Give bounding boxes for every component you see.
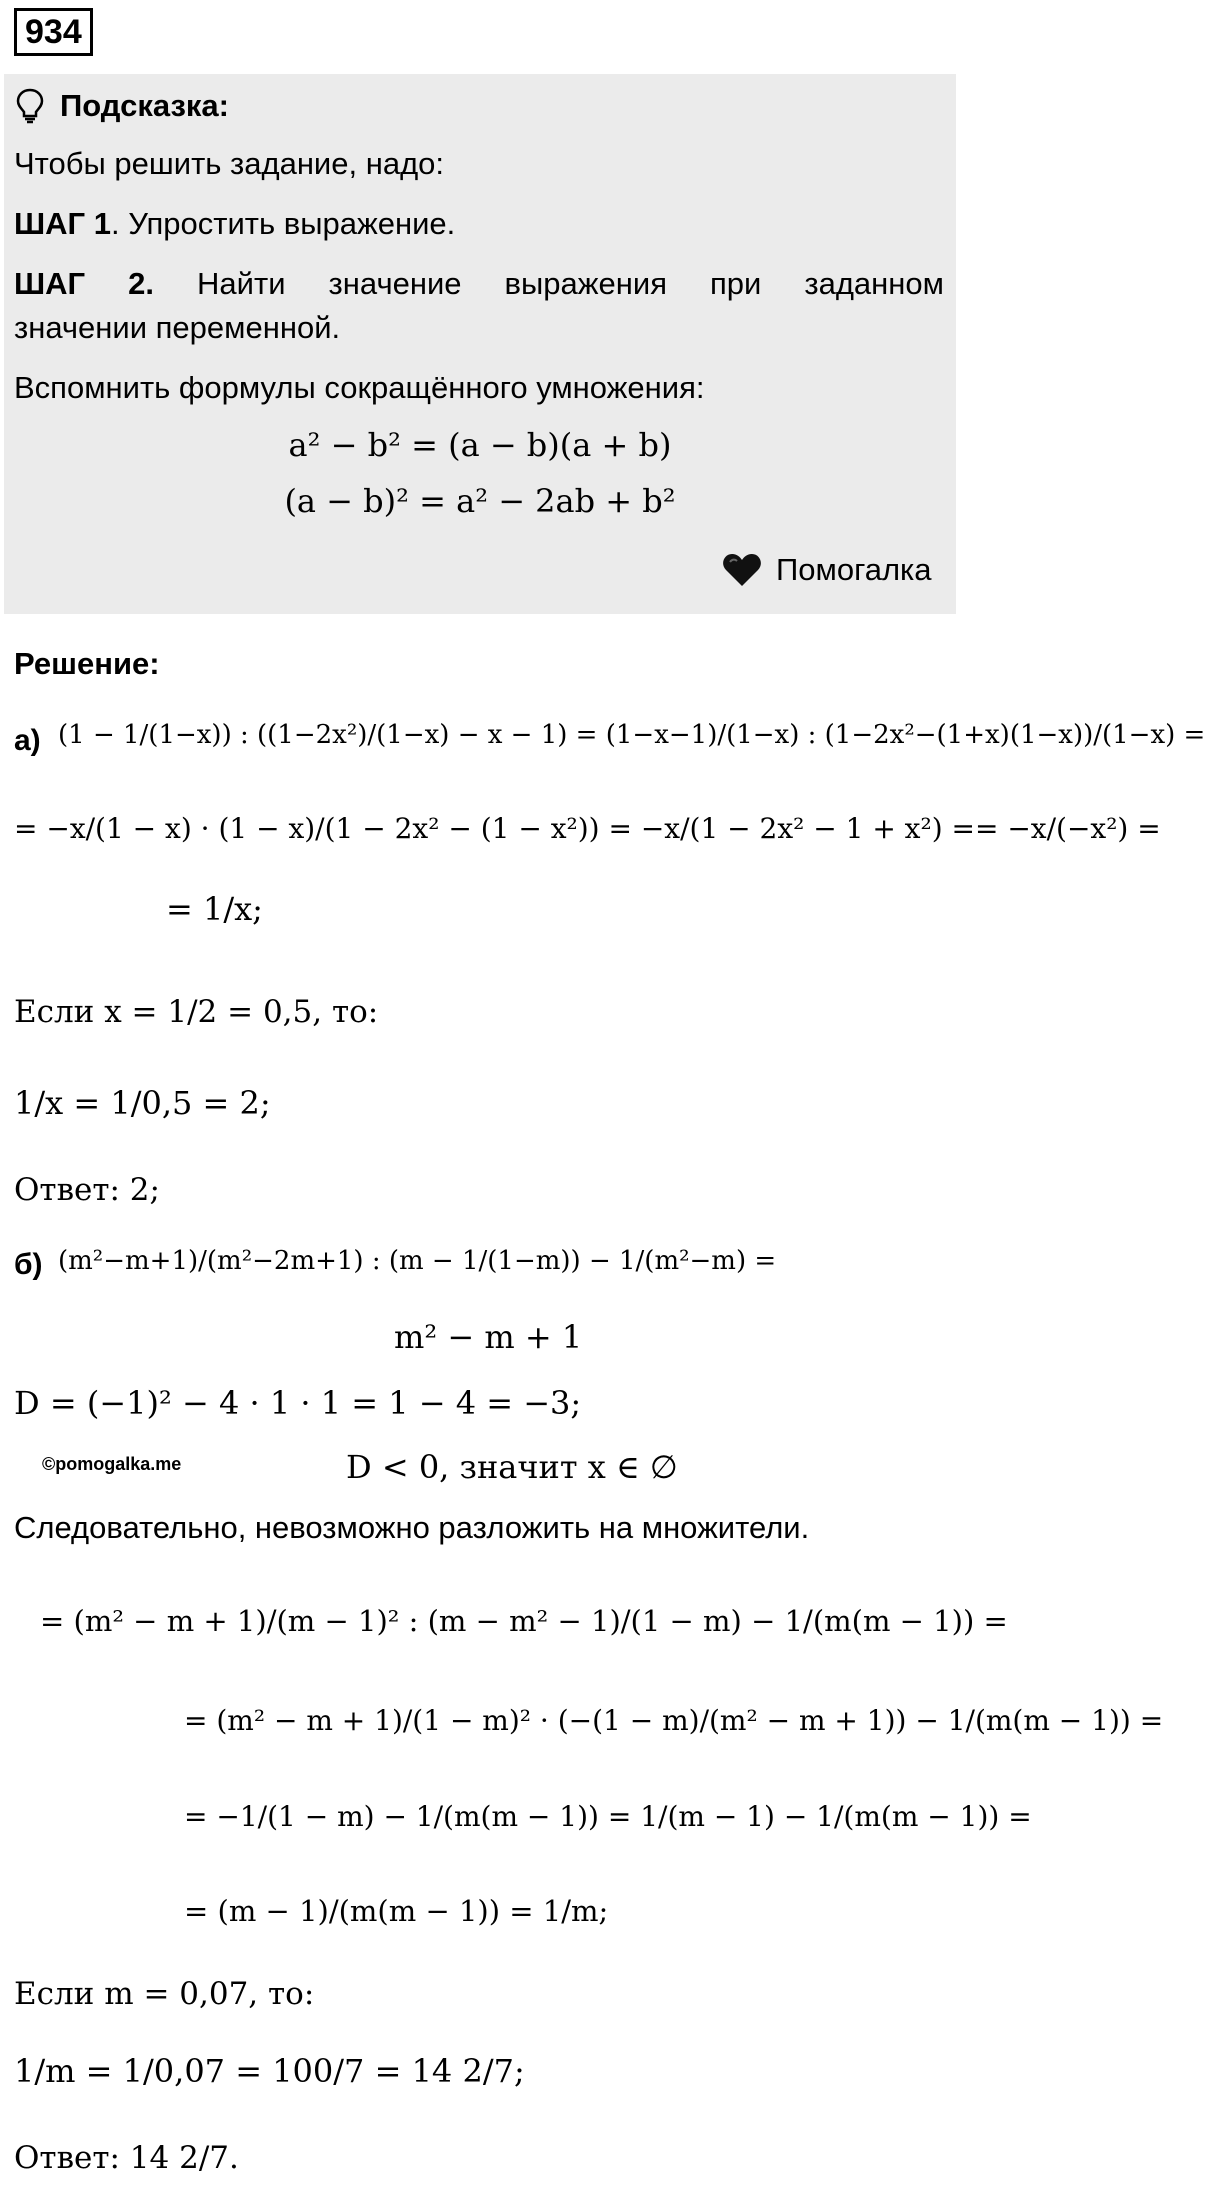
part-a-line2: = −x/(1 − x) · (1 − x)/(1 − 2x² − (1 − x²)) = −x/(1 − 2x² − 1 + x²) == −x/(−x²) =: [14, 812, 1161, 845]
part-b-d-conclusion: D < 0, значит x ∈ ∅: [346, 1448, 678, 1486]
step2-word: при: [710, 266, 762, 301]
solution-title: Решение:: [14, 646, 160, 681]
step2-word: выражения: [504, 266, 667, 301]
lightbulb-icon: [16, 88, 44, 124]
part-b-answer: Ответ: 14 2/7.: [14, 2140, 239, 2176]
part-b-step1: = (m² − m + 1)/(m − 1)² : (m − m² − 1)/(1 − m) − 1/(m(m − 1)) =: [40, 1604, 1008, 1638]
watermark: ©pomogalka.me: [42, 1454, 182, 1474]
formula-difference-of-squares: a² − b² = (a − b)(a + b): [288, 426, 672, 464]
formula-square-of-difference: (a − b)² = a² − 2ab + b²: [284, 482, 676, 520]
part-b-poly: m² − m + 1: [394, 1318, 583, 1356]
step2-word: ШАГ: [14, 266, 86, 301]
part-b-discriminant: D = (−1)² − 4 · 1 · 1 = 1 − 4 = −3;: [14, 1384, 582, 1422]
hint-step1: [14, 206, 455, 242]
heart-icon: [722, 552, 762, 588]
step2-word: 2.: [128, 266, 155, 301]
hint-formulas-intro: Вспомнить формулы сокращённого умножения:: [14, 370, 705, 405]
part-a-line1: (1 − 1/(1−x)) : ((1−2x²)/(1−x) − x − 1) = (1−x−1)/(1−x) : (1−2x²−(1+x)(1−x))/(1−x) =: [58, 720, 1205, 750]
part-b-label: б): [14, 1248, 43, 1281]
hint-box: [4, 74, 956, 614]
part-b-step4: = (m − 1)/(m(m − 1)) = 1/m;: [184, 1894, 609, 1928]
part-b-step2: = (m² − m + 1)/(1 − m)² · (−(1 − m)/(m² − m + 1)) − 1/(m(m − 1)) =: [184, 1704, 1164, 1737]
step1-label: ШАГ 1: [14, 206, 111, 241]
task-number: 934: [14, 8, 93, 56]
hint-step2-line: [14, 266, 944, 302]
part-a-line3: = 1/x;: [166, 890, 263, 928]
hint-intro: Чтобы решить задание, надо:: [14, 146, 445, 181]
part-b-line1: (m²−m+1)/(m²−2m+1) : (m − 1/(1−m)) − 1/(m²−m) =: [58, 1246, 777, 1276]
hint-step2-cont: значении переменной.: [14, 310, 341, 345]
part-b-calc: 1/m = 1/0,07 = 100/7 = 14 2/7;: [14, 2052, 525, 2090]
part-b-conclusion: Следовательно, невозможно разложить на множители.: [14, 1510, 810, 1545]
brand-label: Помогалка: [776, 552, 932, 587]
step2-word: Найти: [197, 266, 286, 301]
part-a-calc: 1/x = 1/0,5 = 2;: [14, 1084, 271, 1122]
hint-title: Подсказка:: [60, 88, 229, 123]
part-b-if: Если m = 0,07, то:: [14, 1976, 315, 2012]
step2-word: значение: [328, 266, 462, 301]
part-a-answer: Ответ: 2;: [14, 1172, 160, 1208]
step1-text: . Упростить выражение.: [110, 206, 456, 241]
part-b-step3: = −1/(1 − m) − 1/(m(m − 1)) = 1/(m − 1) − 1/(m(m − 1)) =: [184, 1800, 1032, 1833]
step2-word: заданном: [804, 266, 944, 301]
part-a-label: а): [14, 724, 41, 757]
part-a-if: Если x = 1/2 = 0,5, то:: [14, 994, 379, 1030]
